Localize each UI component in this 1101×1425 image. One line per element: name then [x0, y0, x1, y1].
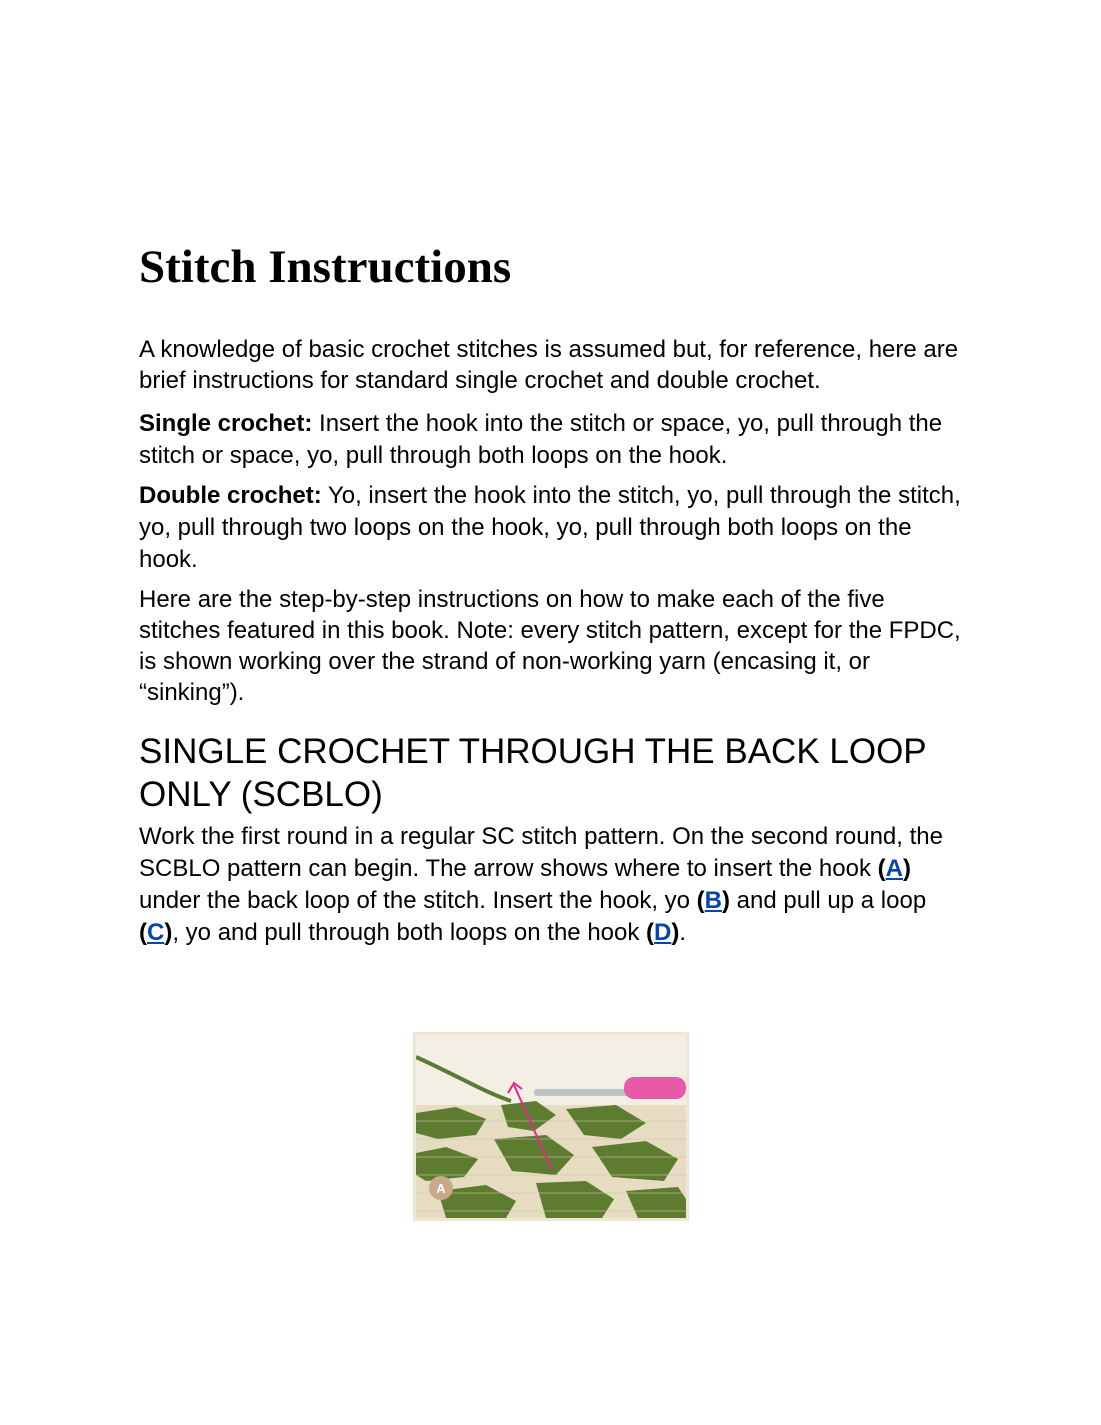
lead-paragraph: Here are the step-by-step instructions on how to make each of the five stitches featured in this book. Note: every stitch pattern, except for the FPDC, is shown working over the strand of non-working yarn (encasing it, or “sinking”). — [139, 586, 961, 706]
section-heading: SINGLE CROCHET THROUGH THE BACK LOOP ONLY (SCBLO) — [139, 732, 927, 814]
figure-label: A — [436, 1181, 446, 1196]
page-title: Stitch Instructions — [139, 241, 512, 293]
section-paragraph: Work the first round in a regular SC stitch pattern. On the second round, the SCBLO pattern can begin. The arrow shows where to insert the hook (A) under the back loop of the stitch. Insert the hook, yo (B) and pull up a loop (C), yo and pull through both loops on the hook (D). — [139, 823, 943, 946]
definition-term: Double crochet: — [139, 482, 322, 509]
section-text: . — [679, 919, 687, 946]
figure-link-a[interactable]: A — [885, 855, 903, 882]
figure-link-d[interactable]: D — [654, 919, 672, 946]
section-text: Work the first round in a regular SC stitch pattern. On the second round, the SCBLO pattern can begin. The arrow shows where to insert the hook — [139, 823, 943, 882]
section-text: under the back loop of the stitch. Insert the hook, yo — [139, 887, 697, 914]
document-page — [139, 238, 969, 949]
definition-double-crochet — [139, 480, 969, 576]
definition-text: Yo, insert the hook into the stitch, yo, pull through the stitch, yo, pull through two loops on the hook, yo, pull through both loops on the hook. — [139, 482, 961, 573]
section-text: , yo and pull through both loops on the hook — [172, 919, 647, 946]
intro-paragraph: A knowledge of basic crochet stitches is assumed but, for reference, here are brief instructions for standard single crochet and double crochet. — [139, 336, 959, 394]
definition-term: Single crochet: — [139, 410, 313, 437]
figure-link-b[interactable]: B — [704, 887, 723, 914]
definition-single-crochet — [139, 408, 969, 472]
crochet-photo-illustration — [416, 1035, 686, 1218]
definition-text: Insert the hook into the stitch or space, yo, pull through the stitch or space, yo, pull through both loops on the hook. — [139, 410, 943, 469]
figure-link-c[interactable]: C — [147, 919, 165, 946]
section-text: and pull up a loop — [730, 887, 927, 914]
crochet-photo-figure — [413, 1032, 689, 1221]
